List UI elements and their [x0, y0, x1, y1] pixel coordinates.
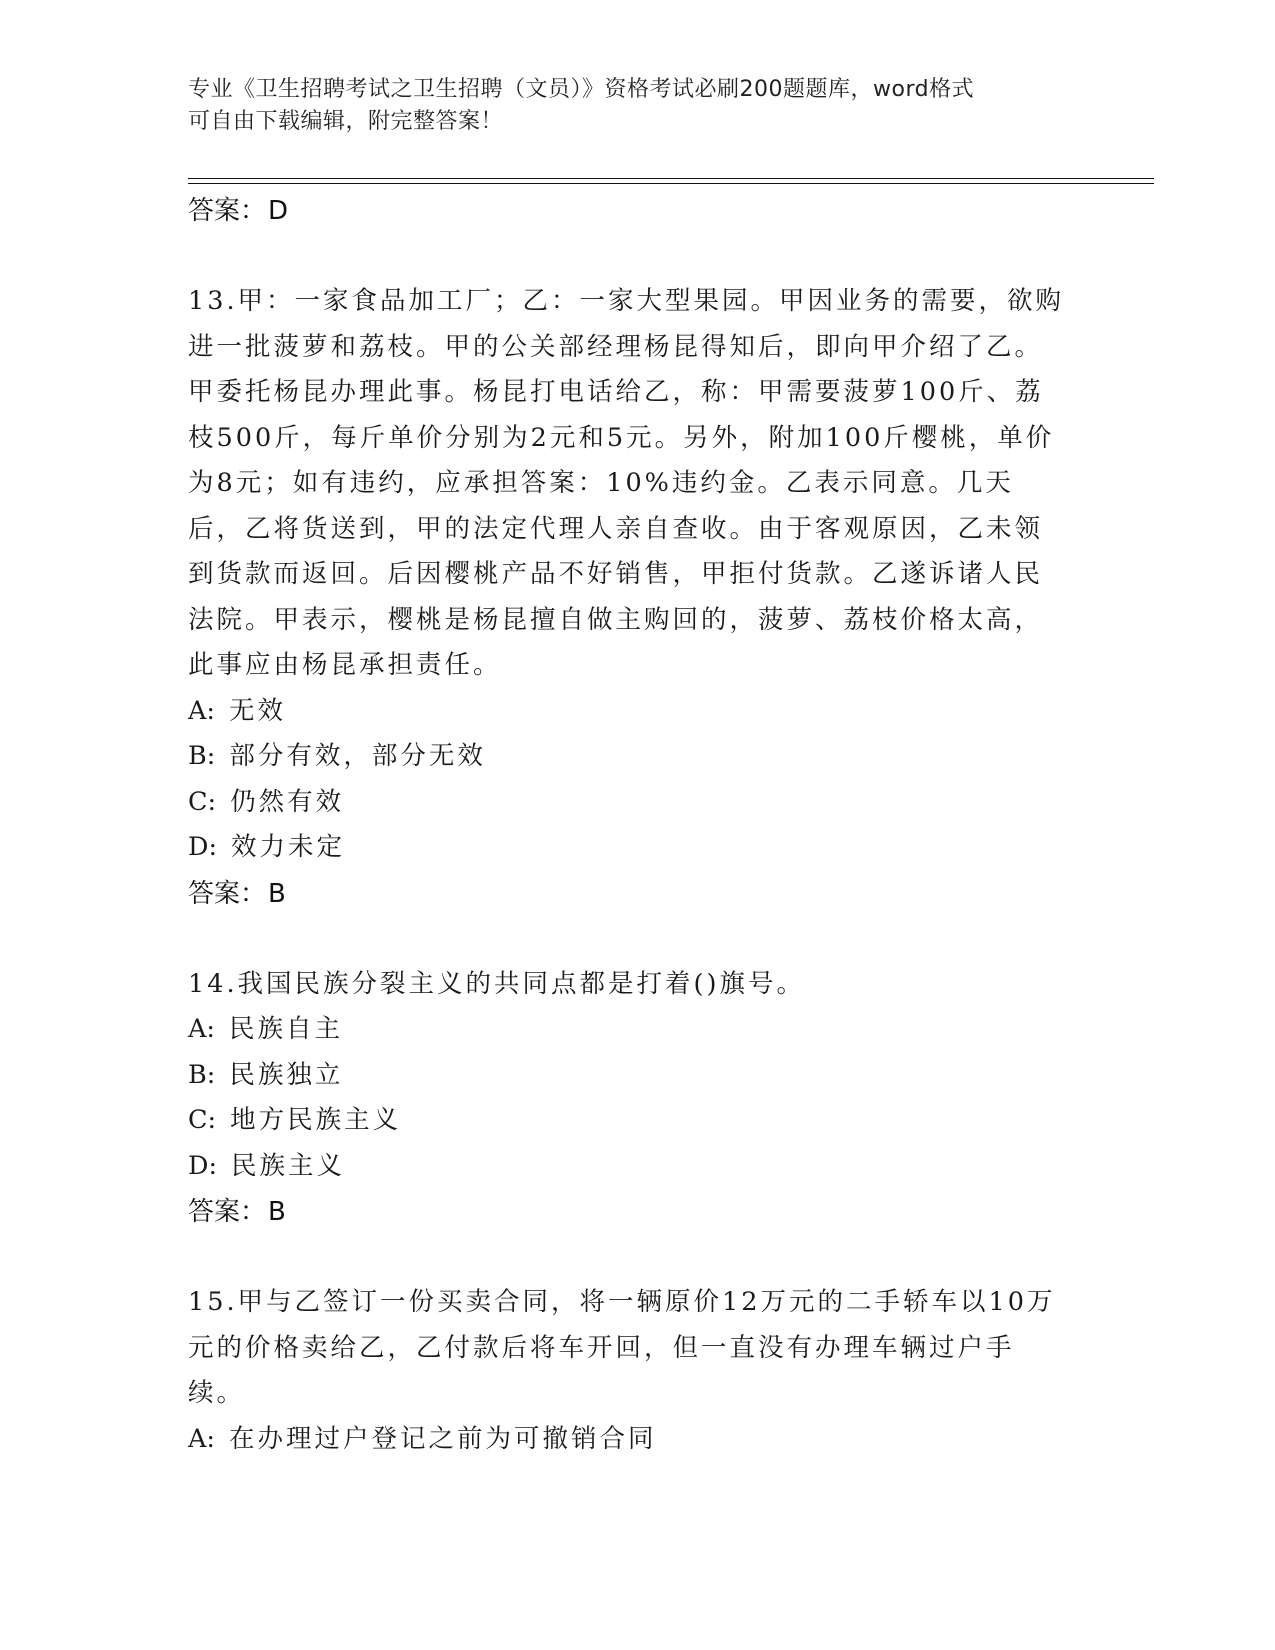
- answer-label: 答案：: [188, 1197, 267, 1227]
- header-title-line1: 专业《卫生招聘考试之卫生招聘（文员）》资格考试必刷200题题库，word格式: [188, 77, 975, 102]
- option-a: [188, 1007, 1068, 1053]
- option-text: 民族自主: [229, 1014, 344, 1044]
- option-d: [188, 1144, 1068, 1190]
- option-a: [188, 1417, 1068, 1463]
- option-c: [188, 780, 1068, 826]
- option-text: 在办理过户登记之前为可撤销合同: [229, 1423, 657, 1454]
- option-letter: A:: [188, 1423, 216, 1454]
- option-text: 效力未定: [231, 832, 346, 862]
- option-text: 部分有效，部分无效: [229, 741, 486, 771]
- question-list: [188, 188, 1068, 1462]
- question-text: 13.甲：一家食品加工厂；乙：一家大型果园。甲因业务的需要，欲购进一批菠萝和荔枝。甲的公关部经理杨昆得知后，即向甲介绍了乙。甲委托杨昆办理此事。杨昆打电话给乙，称：甲需要菠萝100斤、荔枝500斤，每斤单价分别为2元和5元。另外，附加100斤樱桃，单价为8元；如有违约，应承担答案：10%违约金。乙表示同意。几天后，乙将货送到，甲的法定代理人亲自查收。由于客观原因，乙未领到货款而返回。后因樱桃产品不好销售，甲拒付货款。乙遂诉诸人民法院。甲表示，樱桃是杨昆擅自做主购回的，菠萝、荔枝价格太高，此事应由杨昆承担责任。: [188, 286, 1065, 680]
- header-divider-bottom: [188, 183, 1154, 184]
- option-a: [188, 689, 1068, 735]
- answer-value: D: [268, 196, 289, 226]
- option-text: 民族主义: [231, 1150, 346, 1181]
- option-letter: C:: [188, 786, 217, 817]
- page-header: [188, 74, 1068, 138]
- header-divider-top: [188, 178, 1154, 179]
- option-d: [188, 825, 1068, 871]
- question-text: 15.甲与乙签订一份买卖合同，将一辆原价12万元的二手轿车以10万元的价格卖给乙，乙付款后将车开回，但一直没有办理车辆过户手续。: [188, 1287, 1056, 1408]
- question-text: 14.我国民族分裂主义的共同点都是打着()旗号。: [188, 968, 805, 999]
- answer-label: 答案：: [188, 196, 267, 226]
- option-letter: B:: [188, 741, 216, 771]
- question-15: [188, 1280, 1068, 1462]
- answer-value: B: [268, 878, 286, 909]
- previous-answer: [188, 188, 1068, 234]
- option-text: 地方民族主义: [230, 1105, 402, 1135]
- option-b: [188, 1053, 1068, 1099]
- option-b: [188, 734, 1068, 780]
- question-14: [188, 962, 1068, 1236]
- answer-value: B: [268, 1197, 286, 1227]
- option-letter: D:: [188, 1150, 218, 1181]
- option-text: 民族独立: [229, 1059, 344, 1090]
- option-c: [188, 1098, 1068, 1144]
- option-letter: A:: [188, 1014, 216, 1044]
- question-13: [188, 279, 1068, 917]
- option-text: 仍然有效: [230, 786, 345, 817]
- option-letter: B:: [188, 1059, 216, 1090]
- answer: [188, 1189, 1068, 1235]
- option-letter: D:: [188, 832, 218, 862]
- header-title-line2: 可自由下载编辑，附完整答案！: [188, 109, 504, 134]
- option-letter: C:: [188, 1105, 217, 1135]
- option-letter: A:: [188, 695, 216, 726]
- option-text: 无效: [229, 695, 287, 726]
- answer: [188, 871, 1068, 917]
- answer-label: 答案：: [188, 878, 267, 909]
